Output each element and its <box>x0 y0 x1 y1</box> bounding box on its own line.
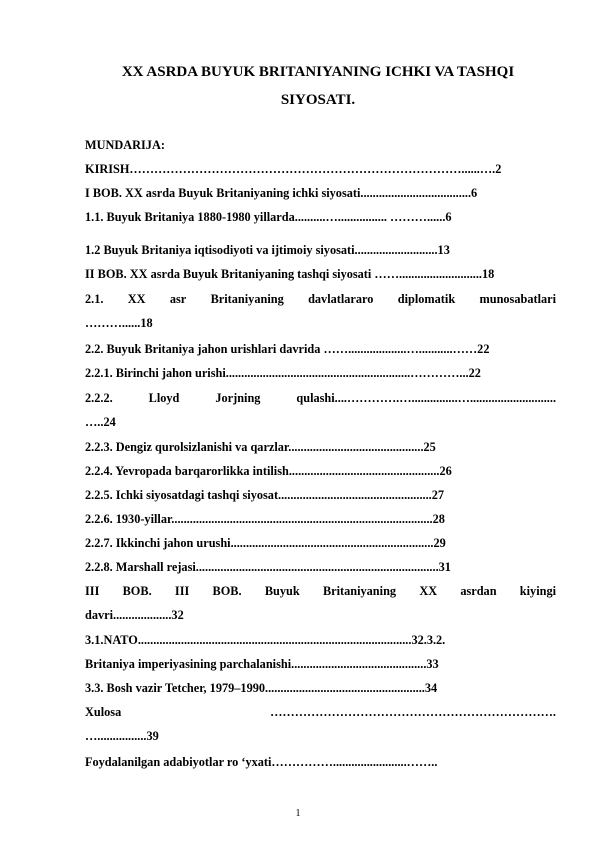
toc-entry-chapter-2: II BOB. XX asrda Buyuk Britaniyaning tashqi siyosati ……...........................18 <box>85 267 495 281</box>
toc-entry-bibliography: Foydalanilgan adabiyotlar ro ‘yxati……………........................…….. <box>85 755 438 769</box>
toc-word: diplomatik <box>397 292 456 306</box>
toc-entry-2-2-2-continuation: …..24 <box>85 415 116 429</box>
toc-entry-2-2-3: 2.2.3. Dengiz qurolsizlanishi va qarzlar............................................25 <box>85 440 436 454</box>
toc-entry-xulosa-continuation: …................39 <box>85 729 159 743</box>
toc-entry-2-2-1: 2.2.1. Birinchi jahon urishi............................................................…………...22 <box>85 366 481 380</box>
toc-word: kiyingi <box>519 584 557 598</box>
toc-entry-2-2-8: 2.2.8. Marshall rejasi...............................................................................31 <box>85 560 451 574</box>
toc-entry-chapter-3 <box>85 583 556 599</box>
toc-word: Buyuk <box>264 584 300 598</box>
toc-entry-kirish: KIRISH………………………………………………………………………......….2 <box>85 162 502 176</box>
toc-word: asrdan <box>460 584 497 598</box>
toc-word: BOB. <box>122 584 152 598</box>
toc-word: munosabatlari <box>479 292 557 306</box>
toc-word: III <box>174 584 190 598</box>
toc-word: 2.2.2. <box>85 391 113 405</box>
toc-word: XX <box>419 584 438 598</box>
toc-word: Xulosa <box>85 705 122 719</box>
toc-entry-xulosa <box>85 704 556 720</box>
contents-heading: MUNDARIJA: <box>85 138 165 152</box>
document-title <box>80 58 556 114</box>
toc-entry-2-2-2 <box>85 390 556 406</box>
toc-word: qulashi....………….…...............…............................ <box>296 391 557 405</box>
toc-word: Lloyd <box>148 391 180 405</box>
toc-entry-1-2: 1.2 Buyuk Britaniya iqtisodiyoti va ijtimoiy siyosati...........................13 <box>85 243 450 257</box>
toc-word: Jorjning <box>215 391 261 405</box>
toc-entry-3-3: 3.3. Bosh vazir Tetcher, 1979–1990....................................................34 <box>85 681 438 695</box>
toc-word: Britaniyaning <box>210 292 284 306</box>
toc-word: asr <box>169 292 187 306</box>
toc-word: ……………………………………………………………. <box>270 705 556 719</box>
toc-word: Britaniyaning <box>322 584 397 598</box>
toc-word: 2.1. <box>85 292 104 306</box>
toc-entry-2-1 <box>85 291 556 307</box>
title-line-2: SIYOSATI. <box>280 92 356 108</box>
toc-entry-1-1: 1.1. Buyuk Britaniya 1880-1980 yillarda..........…................ ………......6 <box>85 210 452 224</box>
toc-entry-3-1: 3.1.NATO.........................................................................................32.3.2. <box>85 633 446 647</box>
toc-entry-2-2-4: 2.2.4. Yevropada barqarorlikka intilish.................................................26 <box>85 464 452 478</box>
toc-word: III <box>85 584 100 598</box>
toc-word: davlatlararo <box>308 292 374 306</box>
toc-entry-2-2: 2.2. Buyuk Britaniya jahon urishlari davrida ……...................…...........……22 <box>85 342 490 356</box>
title-line-1: XX ASRDA BUYUK BRITANIYANING ICHKI VA TASHQI <box>121 64 515 80</box>
toc-entry-2-1-continuation: ………......18 <box>85 316 153 330</box>
toc-entry-3-2: Britaniya imperiyasining parchalanishi............................................33 <box>85 657 439 671</box>
toc-entry-chapter-3-continuation: davri...................32 <box>85 608 184 622</box>
page-number: 1 <box>295 808 301 819</box>
toc-word: XX <box>127 292 146 306</box>
toc-entry-chapter-1: I BOB. XX asrda Buyuk Britaniyaning ichki siyosati....................................6 <box>85 186 478 200</box>
toc-entry-2-2-7: 2.2.7. Ikkinchi jahon urushi..................................................................29 <box>85 536 446 550</box>
toc-word: BOB. <box>212 584 242 598</box>
toc-entry-2-2-6: 2.2.6. 1930-yillar.....................................................................................28 <box>85 512 445 526</box>
toc-entry-2-2-5: 2.2.5. Ichki siyosatdagi tashqi siyosat..................................................27 <box>85 488 445 502</box>
